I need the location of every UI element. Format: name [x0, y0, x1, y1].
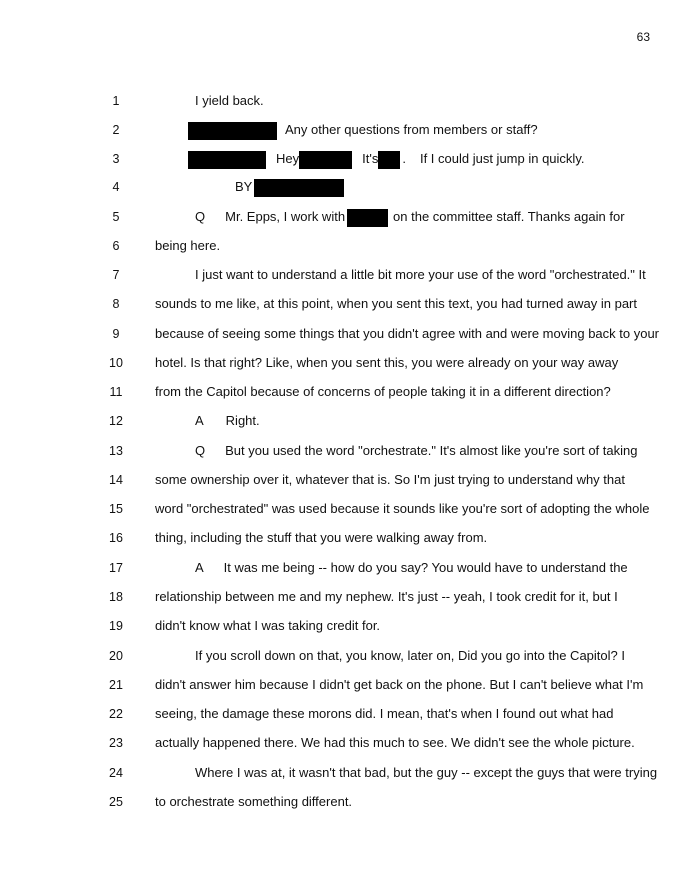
- line-number: 9: [112, 327, 120, 341]
- line-content: [195, 207, 652, 227]
- line-text: actually happened there. We had this much to see. We didn't see the whole picture.: [155, 735, 635, 750]
- page-number: 63: [636, 30, 650, 44]
- transcript-line: [0, 587, 690, 607]
- line-text: because of seeing some things that you didn't agree with and were moving back to your: [155, 326, 660, 341]
- line-text: being here.: [155, 238, 221, 253]
- transcript-line: [0, 177, 690, 197]
- line-text: Right.: [225, 413, 260, 428]
- line-number: 12: [109, 414, 123, 428]
- transcript-line: [0, 763, 690, 783]
- line-text: But you used the word "orchestrate." It's almost like you're sort of taking: [225, 443, 638, 458]
- transcript-line: [0, 616, 690, 636]
- transcript-line: [0, 265, 690, 285]
- line-number: 5: [112, 210, 120, 224]
- transcript-line: [0, 558, 690, 578]
- speaker-label: A: [195, 413, 204, 428]
- redaction-block: [299, 151, 352, 169]
- line-number: 7: [112, 268, 120, 282]
- line-text: hotel. Is that right? Like, when you sent this, you were already on your way away: [155, 355, 619, 370]
- transcript-line: [0, 792, 690, 812]
- transcript-line: [0, 324, 690, 344]
- line-text-cont: on the committee staff. Thanks again for: [393, 209, 625, 224]
- line-number: 4: [112, 180, 120, 194]
- line-number: 25: [109, 795, 123, 809]
- line-text: didn't know what I was taking credit for.: [155, 618, 381, 633]
- line-text: some ownership over it, whatever that is. So I'm just trying to understand why that: [155, 472, 625, 487]
- line-number: 13: [109, 444, 123, 458]
- transcript-line: [0, 733, 690, 753]
- line-number: 20: [109, 649, 123, 663]
- speaker-label: Q: [195, 443, 206, 458]
- transcript-line: [0, 382, 690, 402]
- line-number: 2: [112, 123, 120, 137]
- transcript-line: [0, 353, 690, 373]
- transcript-line: [0, 120, 690, 140]
- line-content: [195, 441, 652, 461]
- transcript-line: [0, 91, 690, 111]
- transcript-line: [0, 441, 690, 461]
- line-text: Mr. Epps, I work with: [225, 209, 346, 224]
- line-content: [195, 558, 652, 578]
- line-number: 16: [109, 531, 123, 545]
- line-text: Where I was at, it wasn't that bad, but the guy -- except the guys that were trying: [195, 765, 658, 780]
- line-text-its: It's: [362, 151, 379, 166]
- redaction-block: [188, 151, 266, 169]
- line-content: [188, 149, 652, 169]
- line-text: I yield back.: [195, 93, 264, 108]
- redaction-block: [347, 209, 388, 227]
- line-text: from the Capitol because of concerns of people taking it in a different direction?: [155, 384, 611, 399]
- line-text: It was me being -- how do you say? You would have to understand the: [223, 560, 628, 575]
- line-number: 3: [112, 152, 120, 166]
- line-number: 17: [109, 561, 123, 575]
- redaction-block: [188, 122, 277, 140]
- line-text: word "orchestrated" was used because it sounds like you're sort of adopting the whole: [155, 501, 650, 516]
- line-number: 15: [109, 502, 123, 516]
- transcript-line: [0, 470, 690, 490]
- transcript-line: [0, 207, 690, 227]
- line-number: 8: [112, 297, 120, 311]
- transcript-line: [0, 675, 690, 695]
- line-text: BY: [235, 179, 253, 194]
- line-number: 18: [109, 590, 123, 604]
- transcript-line: [0, 704, 690, 724]
- line-text: If you scroll down on that, you know, later on, Did you go into the Capitol? I: [195, 648, 625, 663]
- speaker-label: Q: [195, 209, 206, 224]
- line-number: 19: [109, 619, 123, 633]
- line-text: to orchestrate something different.: [155, 794, 353, 809]
- transcript-line: [0, 149, 690, 169]
- line-number: 14: [109, 473, 123, 487]
- line-content: [195, 411, 652, 431]
- transcript-line: [0, 528, 690, 548]
- line-text: Any other questions from members or staff?: [285, 122, 538, 137]
- transcript-line: [0, 499, 690, 519]
- line-text: I just want to understand a little bit more your use of the word "orchestrated." It: [195, 267, 646, 282]
- line-number: 23: [109, 736, 123, 750]
- line-number: 1: [112, 94, 120, 108]
- line-text: sounds to me like, at this point, when you sent this text, you had turned away in part: [155, 296, 637, 311]
- line-number: 21: [109, 678, 123, 692]
- line-text: thing, including the stuff that you were walking away from.: [155, 530, 488, 545]
- redaction-block: [378, 151, 400, 169]
- redaction-block: [254, 179, 344, 197]
- line-text: didn't answer him because I didn't get back on the phone. But I can't believe what I'm: [155, 677, 644, 692]
- transcript-line: [0, 294, 690, 314]
- transcript-line: [0, 646, 690, 666]
- line-number: 6: [112, 239, 120, 253]
- speaker-label: A: [195, 560, 204, 575]
- line-text: seeing, the damage these morons did. I mean, that's when I found out what had: [155, 706, 614, 721]
- line-content: [188, 120, 652, 140]
- line-text-period: .: [402, 151, 406, 166]
- line-text-hey: Hey: [276, 151, 300, 166]
- line-number: 11: [109, 385, 123, 399]
- transcript-line: [0, 411, 690, 431]
- line-text: If I could just jump in quickly.: [419, 151, 585, 166]
- line-number: 10: [109, 356, 123, 370]
- line-number: 24: [109, 766, 123, 780]
- line-text: relationship between me and my nephew. It's just -- yeah, I took credit for it, but I: [155, 589, 618, 604]
- line-number: 22: [109, 707, 123, 721]
- line-content: [235, 177, 652, 197]
- transcript-line: [0, 236, 690, 256]
